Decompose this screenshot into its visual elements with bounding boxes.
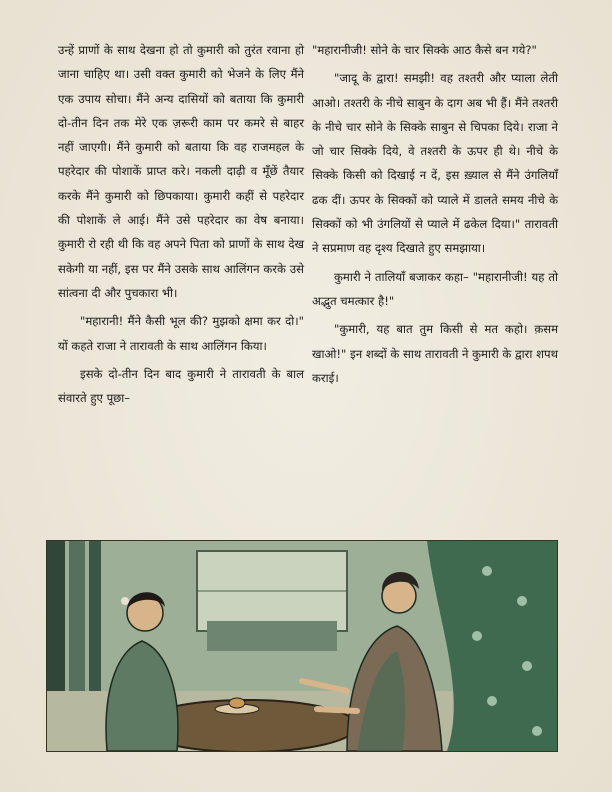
left-paragraph-1: उन्हें प्राणों के साथ देखना हो तो कुमारी को तुरंत रवाना हो जाना चाहिए था। उसी वक्त कुमारी को भेजने के लिए मैंने एक उपाय सोचा। मैंने अन्य दासियों को बताया कि कुमारी दो-तीन दिन तक मेरे एक ज़रूरी काम पर कमरे से बाहर नहीं जाएगी। मैंने कुमारी को बताया कि वह राजमहल के पहरेदार की पोशाकें प्राप्त करे। नकली दाढ़ी व मूँछें तैयार करके मैंने कुमारी को छिपकाया। कुमारी कहीं से पहरेदार की पोशाकें ले आई। मैंने उसे पहरेदार का वेष बनाया। कुमारी रो रही थी कि वह अपने पिता को प्राणों के साथ देख सकेगी या नहीं, इस पर मैंने उसके साथ आलिंगन करके उसे सांत्वना दी और पुचकारा भी। [58,43,304,300]
right-paragraph-3: कुमारी ने तालियाँ बजाकर कहा– "महारानीजी! यह तो अद्भुत चमत्कार है!" [312,269,558,308]
right-text-column [312,38,558,390]
right-paragraph-2: "जादू के द्वारा! समझी! वह तश्तरी और प्याला लेती आओ। तश्तरी के नीचे साबुन के दाग अब भी हैं। मैंने तश्तरी के नीचे चार सोने के सिक्के साबुन से चिपका दिये। राजा ने जो चार सिक्के दिये, वे तश्तरी के ऊपर ही थे। नीचे के सिक्के किसी को दिखाई न दें, इस ख़्याल से मैंने उंगलियाँ ढक दीं। ऊपर के सिक्कों को प्याले में डालते समय नीचे के सिक्कों को भी उंगलियों से प्याले में ढकेल दिया।" तारावती ने सप्रमाण वह दृश्य दिखाते हुए समझाया। [312,71,558,256]
wall-panel [207,621,337,651]
left-paragraph-3: इसके दो-तीन दिन बाद कुमारी ने तारावती के बाल संवारते हुए पूछा– [58,366,304,406]
pillar-left-2 [69,541,85,691]
pillar-left-3 [89,541,101,691]
left-paragraph-2: "महारानी! मैंने कैसी भूल की? मुझको क्षमा कर दो।" यों कहते राजा ने तारावती के साथ आलिंगन किया। [58,314,304,353]
cup [229,698,245,708]
left-text-column [58,38,304,410]
right-paragraph-1: "महारानीजी! सोने के चार सिक्के आठ कैसे बन गये?" [312,43,537,57]
right-paragraph-4: "कुमारी, यह बात तुम किसी से मत कहो। क़सम खाओ!" इन शब्दों के साथ तारावती ने कुमारी के द्वारा शपथ कराई। [312,322,558,385]
story-illustration [46,540,558,752]
